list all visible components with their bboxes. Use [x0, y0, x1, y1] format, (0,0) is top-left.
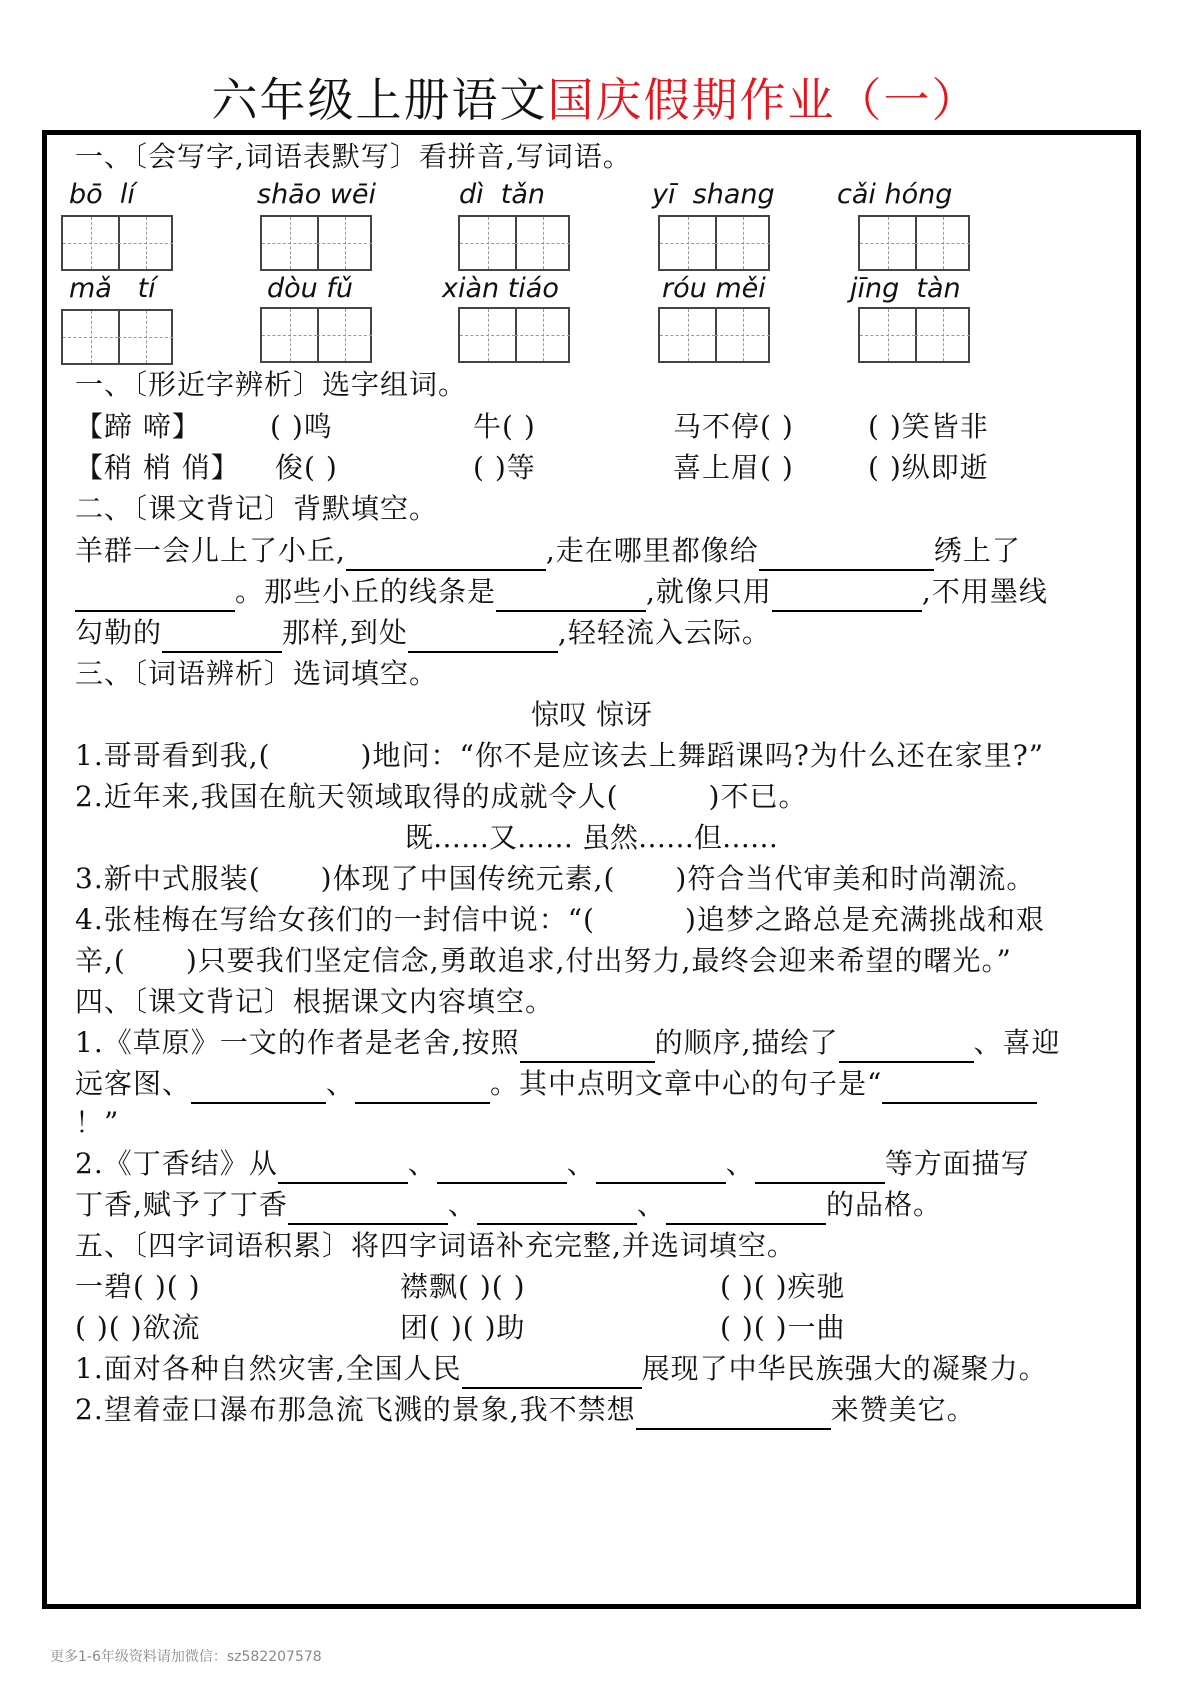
- writing-grid[interactable]: [260, 307, 372, 363]
- answer-blank[interactable]: [462, 1357, 642, 1389]
- question: 3.新中式服装( )体现了中国传统元素,( )符合当代审美和时尚潮流。: [75, 862, 1036, 895]
- page-title: [0, 70, 1191, 130]
- writing-grid[interactable]: [61, 215, 173, 271]
- answer-blank[interactable]: [772, 580, 922, 612]
- pinyin: shāo wēi: [257, 179, 377, 210]
- question: 4.张桂梅在写给女孩们的一封信中说：“( )追梦之路总是充满挑战和艰: [75, 903, 1045, 936]
- word-choices: 既……又…… 虽然……但……: [405, 821, 778, 854]
- question: 1.面对各种自然灾害,全国人民 展现了中华民族强大的凝聚力。: [75, 1349, 1048, 1389]
- pinyin: jīng tàn: [850, 273, 961, 304]
- fill-item[interactable]: 马不停( ): [673, 410, 794, 443]
- question: 2.望着壶口瀑布那急流飞溅的景象,我不禁想 来赞美它。: [75, 1390, 976, 1430]
- section-heading: 四、〔课文背记〕根据课文内容填空。: [75, 985, 555, 1018]
- pinyin: yī shang: [652, 179, 775, 210]
- section-heading: 二、〔课文背记〕背默填空。: [75, 492, 439, 525]
- section-heading: 一、〔形近字辨析〕选字组词。: [75, 368, 468, 401]
- question: 辛,( )只要我们坚定信念,勇敢追求,付出努力,最终会迎来希望的曙光。”: [75, 944, 1012, 977]
- answer-blank[interactable]: [278, 1152, 408, 1184]
- title-homework: 国庆假期作业（一）: [547, 73, 980, 127]
- answer-blank[interactable]: [596, 1152, 726, 1184]
- answer-blank[interactable]: [408, 621, 558, 653]
- answer-blank[interactable]: [636, 1398, 831, 1430]
- answer-blank[interactable]: [346, 539, 546, 571]
- fill-item[interactable]: 牛( ): [473, 410, 536, 443]
- fill-item[interactable]: ( )鸣: [270, 410, 333, 443]
- char-group-label: 【稍 梢 俏】: [75, 451, 240, 484]
- answer-blank[interactable]: [75, 580, 235, 612]
- idiom-row: [75, 1267, 846, 1307]
- answer-blank[interactable]: [162, 621, 282, 653]
- fill-item[interactable]: 俊( ): [275, 451, 338, 484]
- pinyin: bō lí: [69, 179, 135, 210]
- writing-grid[interactable]: [658, 307, 770, 363]
- answer-blank[interactable]: [288, 1193, 448, 1225]
- section-heading: 五、〔四字词语积累〕将四字词语补充完整,并选词填空。: [75, 1229, 796, 1262]
- pinyin: dì tǎn: [459, 179, 546, 210]
- writing-grid[interactable]: [658, 215, 770, 271]
- word-row: [75, 407, 989, 447]
- footer-note: 更多1-6年级资料请加微信：sz582207578: [50, 1649, 322, 1665]
- word-row: [75, 448, 989, 488]
- answer-blank[interactable]: [882, 1072, 1037, 1104]
- char-group-label: 【蹄 啼】: [75, 410, 201, 443]
- section-heading: 一、〔会写字,词语表默写〕看拼音,写词语。: [75, 140, 632, 173]
- question: 1.《草原》一文的作者是老舍,按照 的顺序,描绘了 、喜迎: [75, 1023, 1061, 1063]
- answer-blank[interactable]: [520, 1031, 655, 1063]
- fill-item[interactable]: 喜上眉( ): [673, 451, 794, 484]
- pinyin: dòu fǔ: [267, 273, 353, 304]
- writing-grid[interactable]: [260, 215, 372, 271]
- idiom-item[interactable]: ( )( )欲流: [75, 1311, 201, 1344]
- idiom-item[interactable]: 襟飘( )( ): [400, 1270, 526, 1303]
- section-heading: 三、〔词语辨析〕选词填空。: [75, 657, 439, 690]
- pinyin: mǎ tí: [69, 273, 156, 304]
- word-choices: 惊叹 惊讶: [531, 698, 652, 731]
- question: 2.《丁香结》从 、 、 、 等方面描写: [75, 1144, 1030, 1184]
- question: 丁香,赋予了丁香 、 、 的品格。: [75, 1185, 942, 1225]
- writing-grid[interactable]: [458, 215, 570, 271]
- recitation-line: 羊群一会儿上了小丘, ,走在哪里都像给 绣上了: [75, 531, 1021, 571]
- worksheet-frame: [42, 130, 1141, 1609]
- fill-item[interactable]: ( )等: [473, 451, 536, 484]
- writing-grid[interactable]: [61, 309, 173, 365]
- idiom-item[interactable]: 团( )( )助: [400, 1311, 526, 1344]
- pinyin: xiàn tiáo: [442, 273, 559, 304]
- pinyin: cǎi hóng: [837, 179, 953, 210]
- question: 1.哥哥看到我,( )地问：“你不是应该去上舞蹈课吗?为什么还在家里?”: [75, 739, 1045, 772]
- question: 远客图、 、 。其中点明文章中心的句子是“: [75, 1064, 1037, 1104]
- answer-blank[interactable]: [666, 1193, 826, 1225]
- answer-blank[interactable]: [759, 539, 934, 571]
- answer-blank[interactable]: [477, 1193, 637, 1225]
- question: 2.近年来,我国在航天领域取得的成就令人( )不已。: [75, 780, 808, 813]
- fill-item[interactable]: ( )纵即逝: [868, 451, 989, 484]
- answer-blank[interactable]: [839, 1031, 974, 1063]
- pinyin: róu měi: [662, 273, 766, 304]
- question-end: ！”: [75, 1106, 120, 1139]
- idiom-row: [75, 1308, 846, 1348]
- fill-item[interactable]: ( )笑皆非: [868, 410, 989, 443]
- title-grade: 六年级上册语文: [211, 73, 548, 127]
- writing-grid[interactable]: [858, 215, 970, 271]
- writing-grid[interactable]: [858, 307, 970, 363]
- answer-blank[interactable]: [496, 580, 646, 612]
- answer-blank[interactable]: [355, 1072, 490, 1104]
- recitation-line: 。那些小丘的线条是 ,就像只用 ,不用墨线: [75, 572, 1048, 612]
- answer-blank[interactable]: [191, 1072, 326, 1104]
- answer-blank[interactable]: [437, 1152, 567, 1184]
- idiom-item[interactable]: 一碧( )( ): [75, 1270, 201, 1303]
- answer-blank[interactable]: [755, 1152, 885, 1184]
- writing-grid[interactable]: [458, 307, 570, 363]
- idiom-item[interactable]: ( )( )疾驰: [720, 1270, 846, 1303]
- idiom-item[interactable]: ( )( )一曲: [720, 1311, 846, 1344]
- recitation-line: 勾勒的 那样,到处 ,轻轻流入云际。: [75, 613, 771, 653]
